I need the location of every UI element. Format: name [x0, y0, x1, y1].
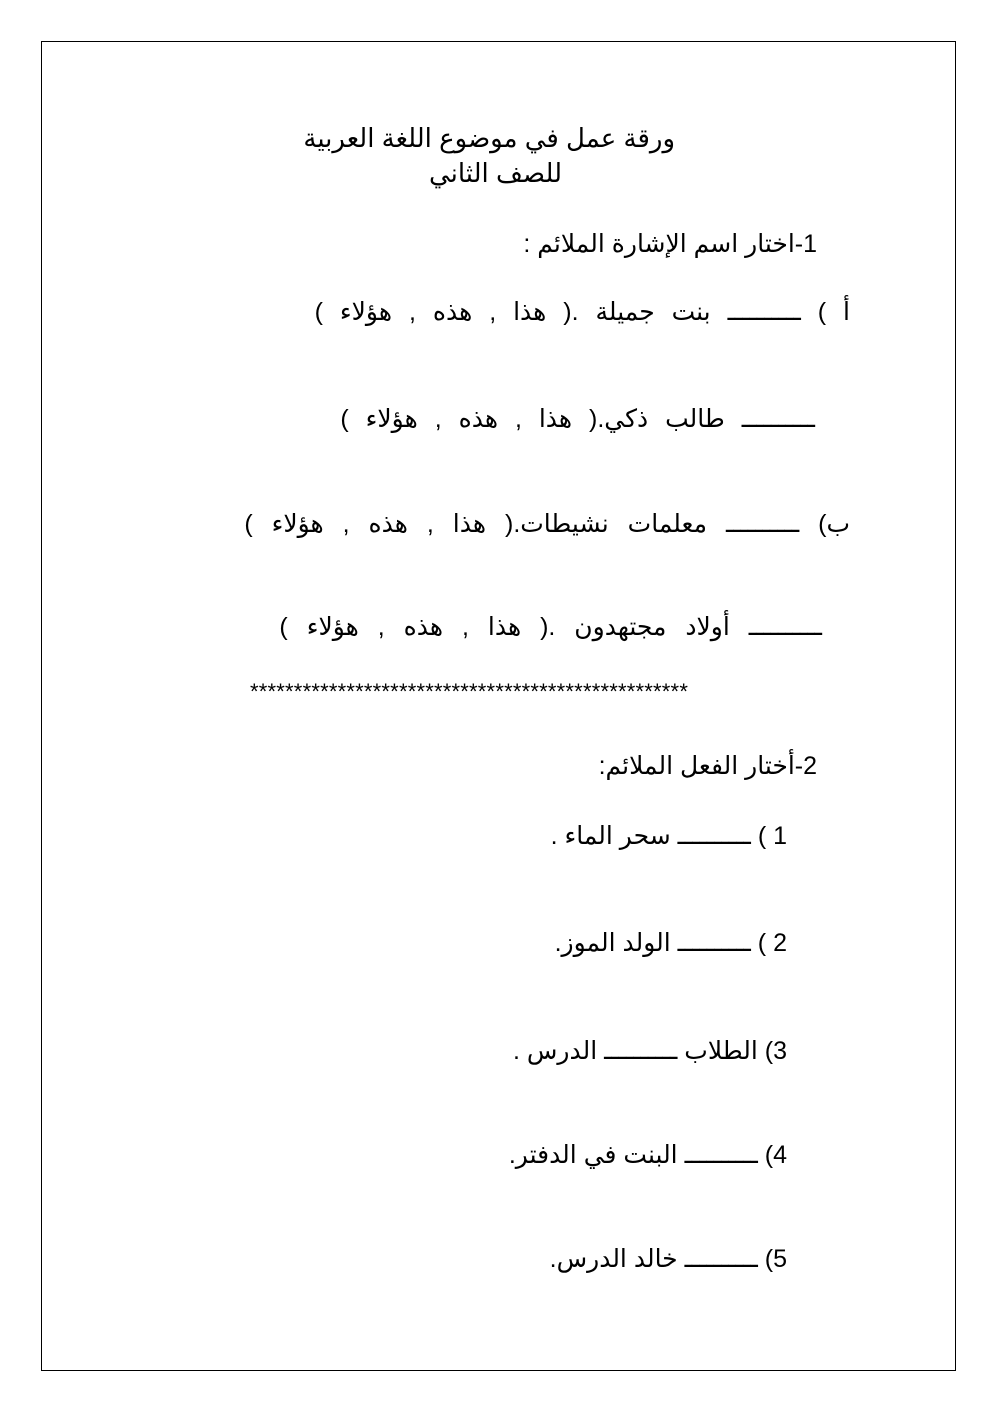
section2-item-5: 5) ــــــــــ خالد الدرس.: [549, 1245, 787, 1273]
section1-item-b2: ــــــــــ أولاد مجتهدون .( هذا , هذه , هؤلاء ): [279, 613, 822, 641]
section1-item-b1: ب) ــــــــــ معلمات نشيطات.( هذا , هذه , هؤلاء ): [244, 510, 850, 538]
section2-item-4: 4) ــــــــــ البنت في الدفتر.: [508, 1141, 787, 1169]
section1-heading: 1-اختار اسم الإشارة الملائم :: [523, 230, 817, 258]
section1-item-a2: ــــــــــ طالب ذكي.( هذا , هذه , هؤلاء ): [340, 405, 815, 433]
worksheet-title-line1: ورقة عمل في موضوع اللغة العربية: [303, 123, 675, 153]
section-divider: **************************************************: [250, 679, 689, 704]
worksheet-title-line2: للصف الثاني: [428, 158, 562, 188]
section2-item-1: 1 ) ــــــــــ سحر الماء .: [550, 822, 787, 850]
section2-item-3: 3) الطلاب ــــــــــ الدرس .: [512, 1037, 787, 1065]
section2-item-2: 2 ) ــــــــــ الولد الموز.: [554, 929, 787, 957]
section2-heading: 2-أختار الفعل الملائم:: [598, 752, 817, 780]
section1-item-a1: أ ) ــــــــــ بنت جميلة .( هذا , هذه , هؤلاء ): [314, 298, 850, 326]
